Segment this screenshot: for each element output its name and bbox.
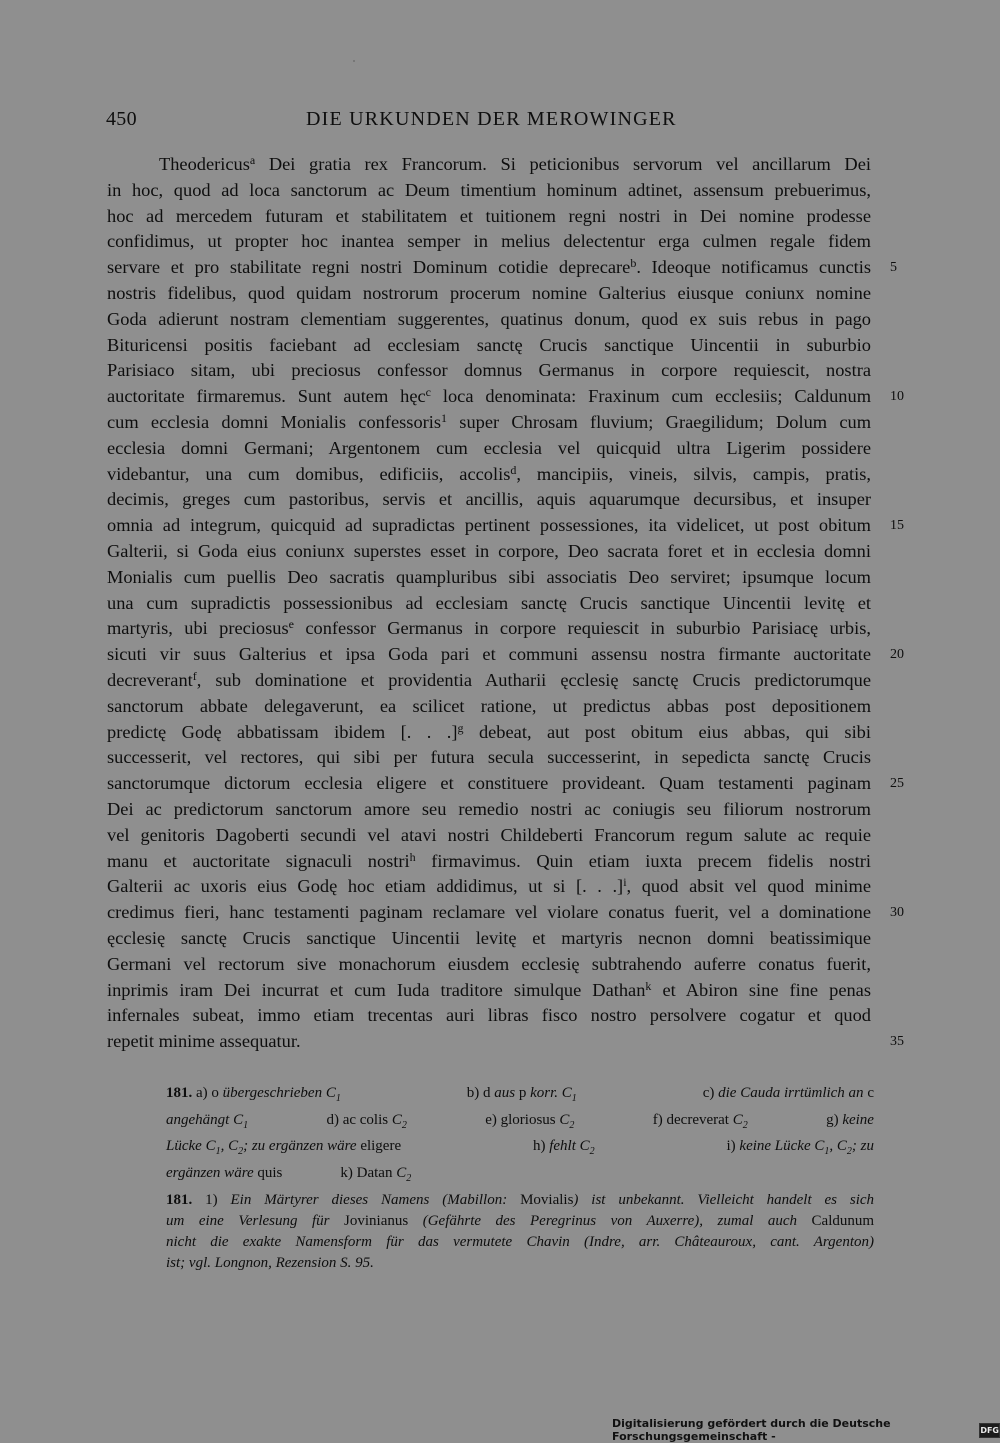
line-number: 30 — [890, 905, 904, 921]
text-line: auctoritate firmaremus. Sunt autem hęc$^c$ loca denominata: Fraxinum cum ecclesiis; Caldunum — [107, 385, 871, 407]
page-number: 450 — [106, 108, 137, 130]
apparatus-line: ergänzen wäre quis k) Datan $C_2$ — [166, 1164, 412, 1184]
line-number: 35 — [890, 1034, 904, 1050]
text-line: Theodericus$^a$ Dei gratia rex Francorum. Si peticionibus servorum vel ancillarum Dei — [159, 153, 871, 174]
text-line: credimus fieri, hanc testamenti paginam reclamare vel violare conatus fuerit, vel a dominatione — [107, 902, 871, 923]
note-line: nicht die exakte Namensform für das vermutete Chavin (Indre, arr. Châteauroux, cant. Argenton) — [166, 1234, 874, 1250]
line-number: 10 — [890, 389, 904, 405]
text-line: videbantur, una cum domibus, edificiis, accolis$^d$, mancipiis, vineis, silvis, campis, pratis, — [107, 462, 871, 484]
line-number: 25 — [890, 776, 904, 792]
apparatus-line: 181. a) o übergeschrieben $C_1$ b) d aus p korr. $C_1$ c) die Cauda irrtümlich an c — [166, 1085, 874, 1104]
text-line: servare et pro stabilitate regni nostri Dominum cotidie deprecare$^b$. Ideoque notificamus cunctis — [107, 256, 871, 278]
running-title: DIE URKUNDEN DER MEROWINGER — [306, 108, 677, 130]
text-line: manu et auctoritate signaculi nostri$^h$ firmavimus. Quin etiam iuxta precem fidelis nostri — [107, 849, 871, 871]
text-line: una cum supradictis possessionibus ad ecclesiam sanctę Crucis sanctique Uincentii levitę et — [107, 592, 871, 613]
text-line: Galterii, si Goda eius coniunx superstes esset in corpore, Deo sacrata foret et in ecclesia domni — [107, 540, 871, 561]
text-line: Parisiaco sitam, ubi preciosus confessor domnus Germanus in corpore requiescit, nostra — [107, 360, 871, 381]
text-line: decreverant$^f$, sub dominatione et providentia Autharii ęcclesię sanctę Crucis predictorumque — [107, 668, 871, 690]
footer-text: Digitalisierung gefördert durch die Deutsche Forschungsgemeinschaft - — [612, 1417, 891, 1443]
text-line: omnia ad integrum, quicquid ad supradictas pertinent possessiones, ita videlicet, ut post obitum — [107, 515, 871, 536]
textual-apparatus — [166, 1083, 874, 1189]
text-line: predictę Godę abbatissam ibidem [. . .]$^g$ debeat, aut post obitum eius abbas, qui sibi — [107, 720, 871, 742]
note-line: ist; vgl. Longnon, Rezension S. 95. — [166, 1255, 374, 1271]
text-line: infernales subeat, immo etiam trecentas auri libras fisco nostro persolvere cogatur et quod — [107, 1005, 871, 1026]
text-line: ęcclesię sanctę Crucis sanctique Uincentii levitę et martyris necnon domni beatissimique — [107, 927, 871, 948]
text-line: successerit, vel rectores, qui sibi per futura secula successerint, in sepedicta sanctę Crucis — [107, 747, 871, 768]
line-number: 20 — [890, 647, 904, 663]
text-line: Germani vel rectorum sive monachorum eiusdem ecclesię subtrahendo auferre conatus fuerit, — [107, 953, 871, 974]
text-line: sanctorumque dictorum ecclesia eligere et constituere provideant. Quam testamenti paginam — [107, 773, 871, 794]
line-number: 15 — [890, 518, 904, 534]
text-line: hoc ad mercedem futuram et stabilitatem et tuitionem regni nostri in Dei nomine prodesse — [107, 205, 871, 226]
scan-speck — [353, 60, 355, 62]
text-line: nostris fidelibus, quod quidam nostrorum procerum nomine Galterius eiusque coniunx nomine — [107, 282, 871, 303]
text-line: vel genitoris Dagoberti secundi vel atavi nostri Childeberti Francorum regum salute ac requie — [107, 824, 871, 845]
text-line: Galterii ac uxoris eius Godę hoc etiam addidimus, ut si [. . .]$^i$, quod absit vel quod minime — [107, 875, 871, 897]
funding-footer — [612, 1417, 1000, 1443]
text-line: confidimus, ut propter hoc inantea semper in melius delectentur erga culmen regale fidem — [107, 231, 871, 252]
text-line: decimis, greges cum pastoribus, servis et ancillis, aquis aquarumque decursibus, et insuper — [107, 489, 871, 510]
text-line: ecclesia domni Germani; Argentonem cum ecclesia vel quicquid ultra Ligerim possidere — [107, 437, 871, 458]
text-line: in hoc, quod ad loca sanctorum ac Deum timentium hominum adtinet, assensum prebuerimus, — [107, 179, 871, 200]
text-line: cum ecclesia domni Monialis confessoris$^1$ super Chrosam fluvium; Graegilidum; Dolum cum — [107, 410, 871, 432]
text-line: sanctorum abbate delegaverunt, ea scilicet ratione, ut predictus abbas post depositionem — [107, 695, 871, 716]
note-line: um eine Verlesung für Jovinianus (Gefährte des Peregrinus von Auxerre), zumal auch Caldunum — [166, 1213, 875, 1229]
note-line: 181. 1) Ein Märtyrer dieses Namens (Mabillon: Movialis) ist unbekannt. Vielleicht handelt es sich — [166, 1192, 875, 1208]
text-line: martyris, ubi preciosus$^e$ confessor Germanus in corpore requiescit in suburbio Parisiacę urbis, — [107, 617, 871, 639]
dfg-logo: DFG — [979, 1423, 1000, 1438]
text-line: inprimis iram Dei incurrat et cum Iuda traditore simulque Dathan$^k$ et Abiron sine fine penas — [107, 978, 871, 1000]
text-line: repetit minime assequatur. — [107, 1031, 301, 1052]
text-line: Monialis cum puellis Deo sacratis quampluribus sibi associatis Deo serviret; ipsumque locum — [107, 566, 871, 587]
historical-notes — [166, 1190, 874, 1274]
text-line: Goda adierunt nostram clementiam suggerentes, quatinus donum, quod ex suis rebus in pago — [107, 308, 871, 329]
line-number: 5 — [890, 260, 897, 276]
text-line: sicuti vir suus Galterius et ipsa Goda pari et communi assensu nostra firmante auctoritate — [107, 644, 871, 665]
text-line: Bituricensi positis faciebant ad ecclesiam sanctę Crucis sanctique Uincentii in suburbio — [107, 334, 871, 355]
apparatus-line: angehängt $C_1$ d) ac colis $C_2$ e) gloriosus $C_2$ f) decreverat $C_2$ g) keine — [166, 1111, 874, 1131]
text-line: Dei ac predictorum sanctorum amore seu remedio nostri ac coniugis seu filiorum nostrorum — [107, 798, 871, 819]
charter-text — [107, 152, 871, 1055]
apparatus-line: Lücke $C_1$, $C_2$; zu ergänzen wäre eligere h) fehlt $C_2$ i) keine Lücke $C_1$, $C_2$; zu — [166, 1138, 874, 1157]
